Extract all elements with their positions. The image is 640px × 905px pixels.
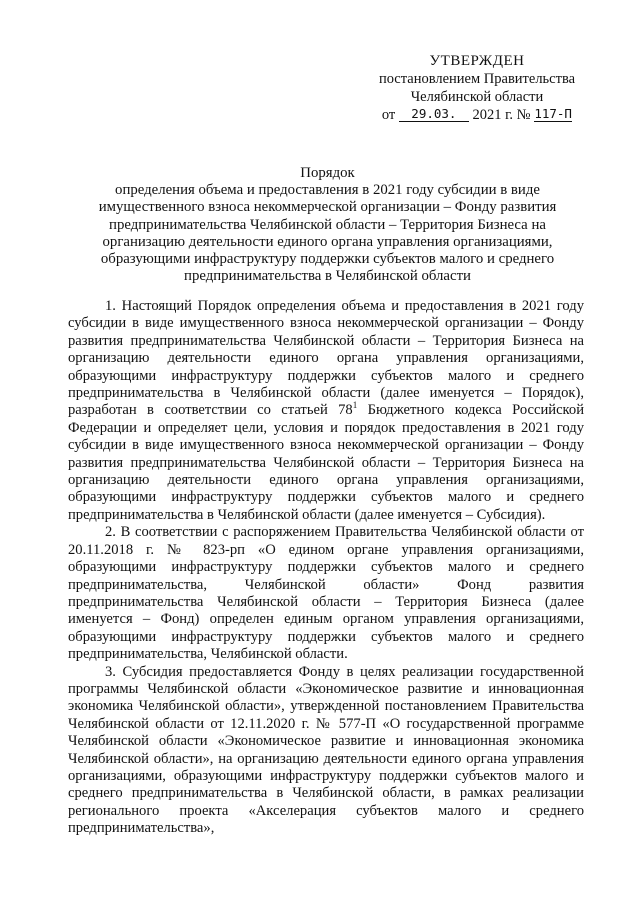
approval-block xyxy=(362,52,592,124)
handwritten-date: 29.03. xyxy=(399,107,469,122)
document-body xyxy=(68,298,584,838)
handwritten-number: 117-П xyxy=(534,106,572,121)
approval-date-line xyxy=(362,106,592,124)
paragraph-2: 2. В соответствии с распоряжением Правительства Челябинской области от 20.11.2018 г. № 823-рп «О едином органе управления организациями, образующими инфраструктуру поддержки субъектов малого и среднего предпринимательства, Челябинской области» Фонд развития предпринимательства Челябинской области – Территория Бизнеса (далее именуется – Фонд) определен единым органом управления организациями, образующими инфраструктуру поддержки субъектов малого и среднего предпринимательства, Челябинской области. xyxy=(68,524,584,663)
paragraph-3: 3. Субсидия предоставляется Фонду в целях реализации государственной программы Челябинской области «Экономическое развитие и инновационная экономика Челябинской области», утвержденной постановлением Правительства Челябинской области от 12.11.2020 г. № 577-П «О государственной программе Челябинской области «Экономическое развитие и инновационная экономика Челябинской области», на организацию деятельности единого органа управления организациями, образующими инфраструктуру поддержки субъектов малого и среднего предпринимательства в Челябинской области, в рамках реализации регионального проекта «Акселерация субъектов малого и среднего предпринимательства», xyxy=(68,663,584,837)
paragraph-1-part-a: 1. Настоящий Порядок определения объема и предоставления в 2021 году субсидии в виде имущественного взноса некоммерческой организации – Фонду развития предпринимательства Челябинской области – Территория Бизнеса на организацию деятельности единого органа управления организациями, образующими инфраструктуру поддержки субъектов малого и среднего предпринимательства в Челябинской области (далее именуется – Порядок), разработан в соответствии со статьей 78 xyxy=(68,298,584,419)
approval-line-1: постановлением Правительства xyxy=(378,71,576,87)
paragraph-1-part-b: Бюджетного кодекса Российской Федерации и определяет цели, условия и порядок предоставления в 2021 году субсидии в виде имущественного взноса некоммерческой организации – Фонду развития предпринимательства Челябинской области – Территория Бизнеса на организацию деятельности единого органа управления организациями, образующими инфраструктуру поддержки субъектов малого и среднего предпринимательства в Челябинской области (далее именуется – Субсидия). xyxy=(68,402,584,523)
approval-line-2: Челябинской области xyxy=(410,89,544,105)
title-heading: Порядок xyxy=(300,165,355,181)
approval-stamp: УТВЕРЖДЕН xyxy=(429,53,525,69)
document-title xyxy=(80,165,575,285)
article-superscript: 1 xyxy=(352,400,358,411)
year-number-label: 2021 г. № xyxy=(472,107,531,123)
paragraph-1 xyxy=(68,298,584,524)
title-subtitle: определения объема и предоставления в 2021 году субсидии в виде имущественного взноса некоммерческой организации – Фонду развития предпринимательства Челябинской области – Территория Бизнеса на организацию деятельности единого органа управления организациями, образующими инфраструктуру поддержки субъектов малого и среднего предпринимательства в Челябинской области xyxy=(98,182,557,285)
date-prefix: от xyxy=(381,107,396,123)
